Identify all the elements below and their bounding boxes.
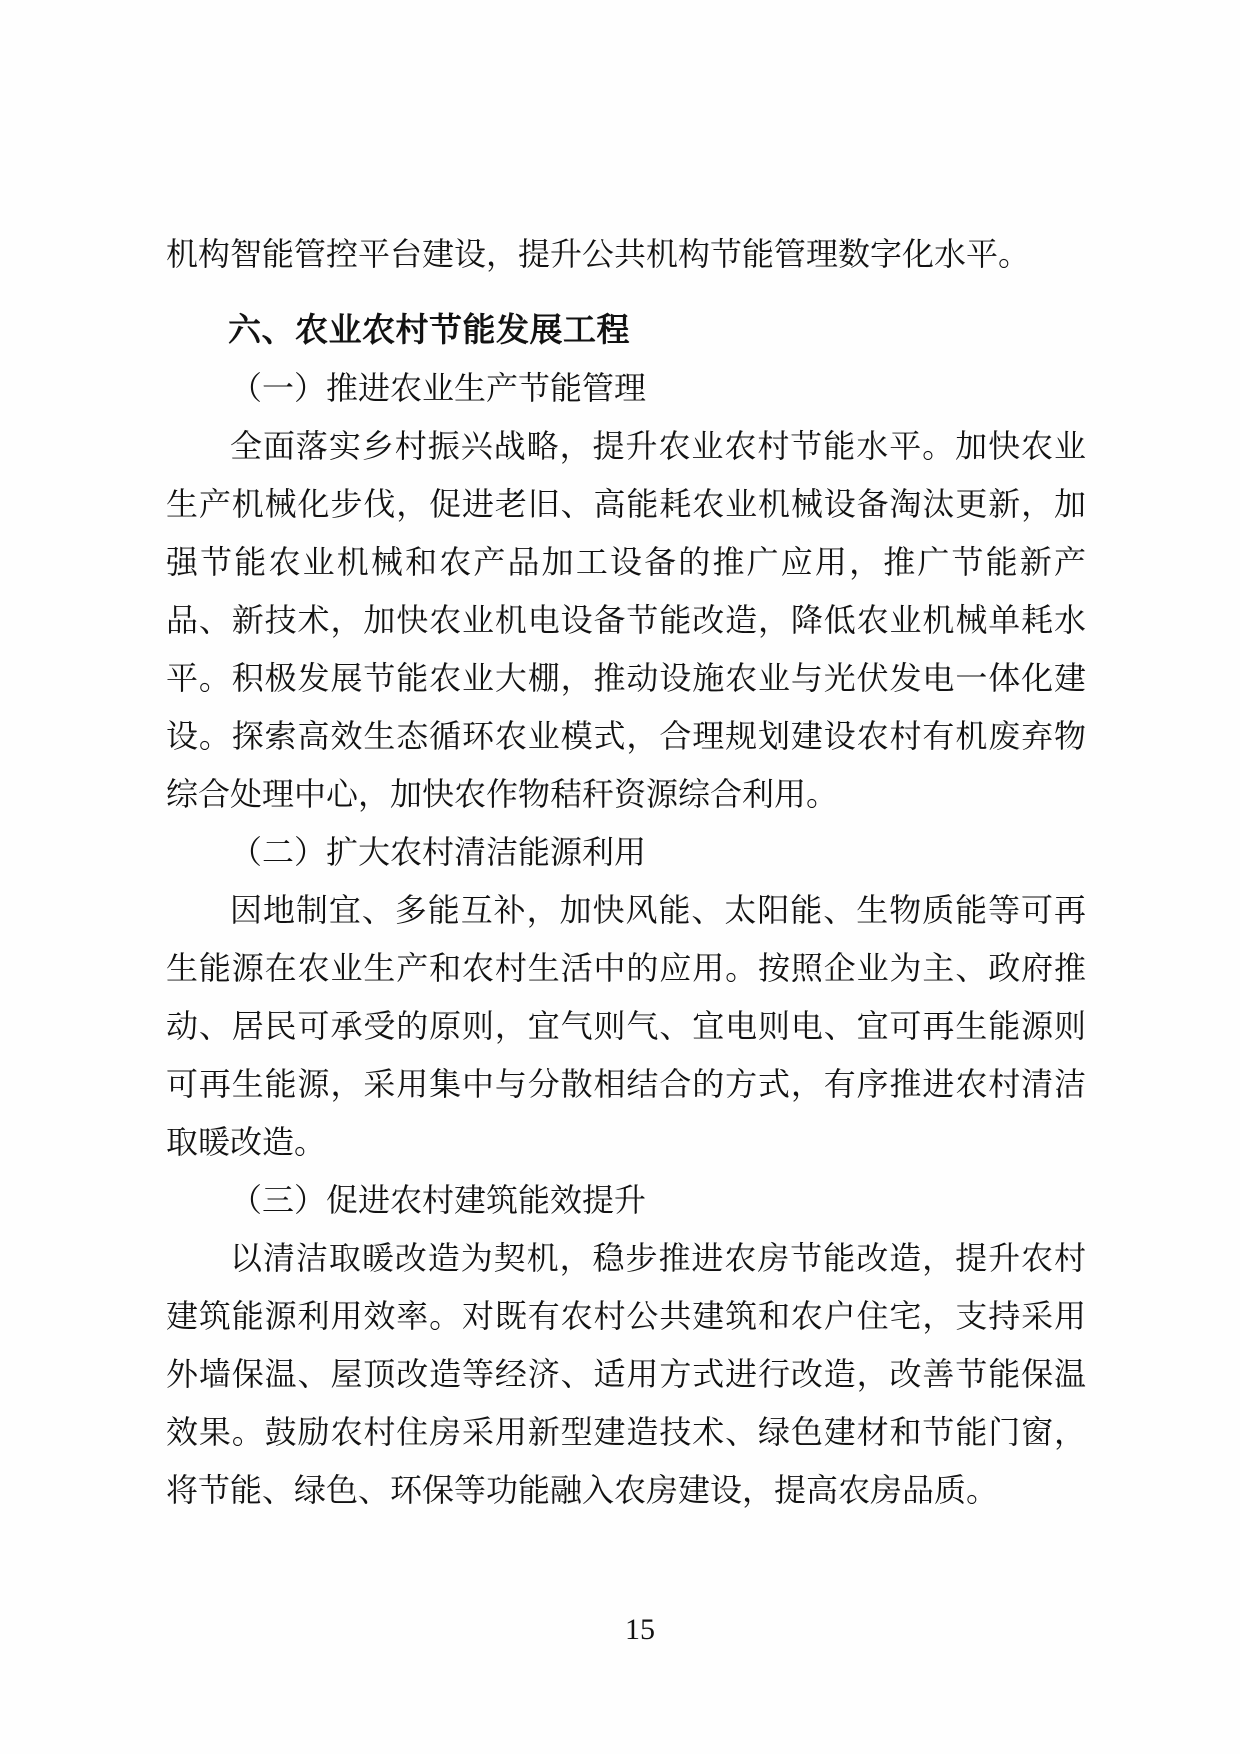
paragraph-line: 动、居民可承受的原则，宜气则气、宜电则电、宜可再生能源则 [166, 1008, 1086, 1044]
paragraph-line: 平。积极发展节能农业大棚，推动设施农业与光伏发电一体化建 [166, 660, 1086, 696]
page-number: 15 [625, 1613, 655, 1646]
subsection-heading-2: （二）扩大农村清洁能源利用 [230, 834, 647, 870]
paragraph-line: 强节能农业机械和农产品加工设备的推广应用，推广节能新产 [166, 544, 1086, 580]
paragraph-line: 可再生能源，采用集中与分散相结合的方式，有序推进农村清洁 [166, 1066, 1086, 1102]
paragraph-line: 品、新技术，加快农业机电设备节能改造，降低农业机械单耗水 [166, 602, 1086, 638]
paragraph-line: 生能源在农业生产和农村生活中的应用。按照企业为主、政府推 [166, 950, 1086, 986]
paragraph-line: 将节能、绿色、环保等功能融入农房建设，提高农房品质。 [166, 1472, 999, 1508]
subsection-heading-1: （一）推进农业生产节能管理 [230, 370, 647, 406]
paragraph-line: 全面落实乡村振兴战略，提升农业农村节能水平。加快农业 [230, 428, 1086, 464]
paragraph-line: 因地制宜、多能互补，加快风能、太阳能、生物质能等可再 [230, 892, 1086, 928]
paragraph-line: 建筑能源利用效率。对既有农村公共建筑和农户住宅，支持采用 [166, 1298, 1086, 1334]
paragraph-line: 生产机械化步伐，促进老旧、高能耗农业机械设备淘汰更新，加 [166, 486, 1086, 522]
section-heading: 六、农业农村节能发展工程 [228, 311, 630, 348]
paragraph-line: 机构智能管控平台建设，提升公共机构节能管理数字化水平。 [166, 236, 1031, 272]
paragraph-line: 以清洁取暖改造为契机，稳步推进农房节能改造，提升农村 [230, 1240, 1086, 1276]
paragraph-line: 取暖改造。 [166, 1124, 327, 1160]
text-column [166, 225, 1086, 1519]
subsection-heading-3: （三）促进农村建筑能效提升 [230, 1182, 647, 1218]
paragraph-line: 效果。鼓励农村住房采用新型建造技术、绿色建材和节能门窗， [166, 1414, 1086, 1450]
paragraph-line: 综合处理中心，加快农作物秸秆资源综合利用。 [166, 776, 839, 812]
paragraph-line: 设。探索高效生态循环农业模式，合理规划建设农村有机废弃物 [166, 718, 1086, 754]
paragraph-line: 外墙保温、屋顶改造等经济、适用方式进行改造，改善节能保温 [166, 1356, 1086, 1392]
